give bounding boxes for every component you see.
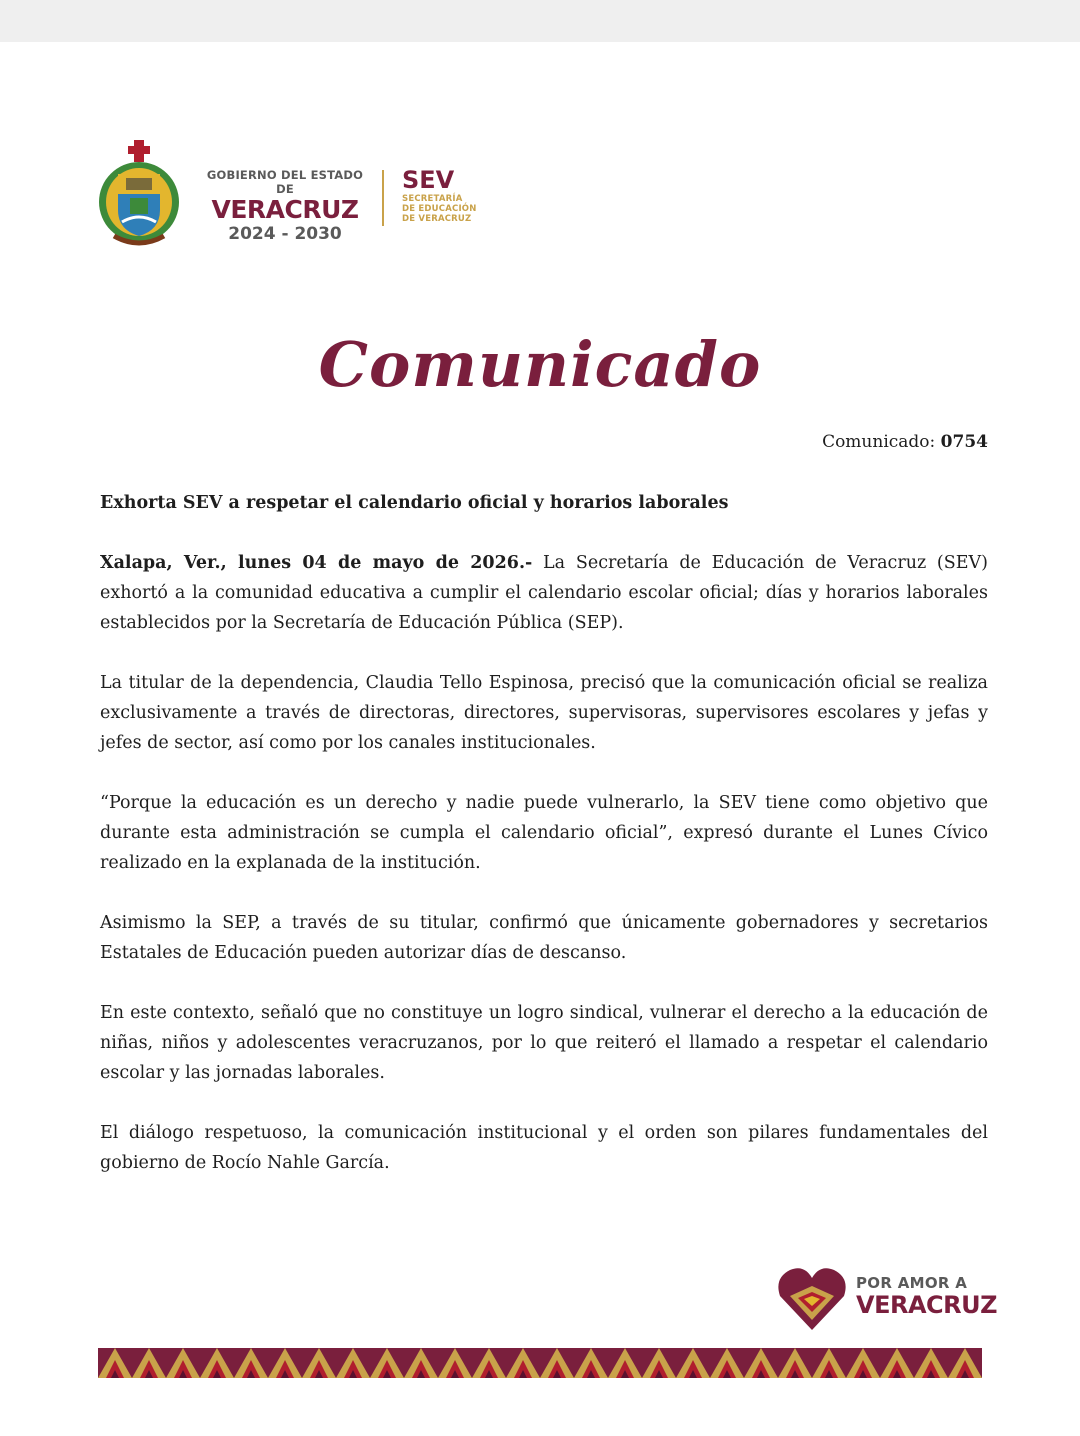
paragraph-1-text: La Secretaría de Educación de Veracruz (SEV) exhortó a la comunidad educativa a cumplir el calendario escolar oficial; días y horarios laborales establecidos por la Secretaría de Educación Pública (SEP). [100, 553, 988, 633]
state-government-logo [200, 168, 370, 244]
footer-por-amor: POR AMOR A [856, 1274, 968, 1292]
gov-state-name: VERACRUZ [211, 195, 359, 224]
dateline: Xalapa, Ver., lunes 04 de mayo de 2026.- [100, 553, 533, 573]
top-strip [0, 0, 1080, 42]
gov-small-text: GOBIERNO DEL ESTADO DE [206, 168, 364, 196]
heart-pattern-icon [776, 1262, 848, 1334]
paragraph-6: El diálogo respetuoso, la comunicación institucional y el orden son pilares fundamentales del gobierno de Rocío Nahle García. [100, 1123, 988, 1173]
letterhead [96, 138, 516, 250]
gov-years: 2024 - 2030 [228, 224, 342, 244]
paragraph-1 [100, 548, 988, 638]
logo-divider [382, 170, 384, 226]
paragraph-2: La titular de la dependencia, Claudia Tello Espinosa, precisó que la comunicación oficial se realiza exclusivamente a través de directoras, directores, supervisoras, supervisores escolares y jefas y jefes de sector, así como por los canales institucionales. [100, 673, 988, 753]
page-title: Comunicado [318, 328, 762, 401]
paragraph-3: “Porque la educación es un derecho y nadie puede vulnerarlo, la SEV tiene como objetivo que durante esta administración se cumpla el calendario oficial”, expresó durante el Lunes Cívico realizado en la explanada de la institución. [100, 793, 988, 873]
sev-logo [402, 166, 502, 224]
sev-line-3: DE VERACRUZ [402, 214, 472, 224]
headline: Exhorta SEV a respetar el calendario oficial y horarios laborales [100, 493, 729, 513]
por-amor-a-veracruz-logo [776, 1262, 996, 1336]
paragraph-5: En este contexto, señaló que no constituye un logro sindical, vulnerar el derecho a la educación de niñas, niños y adolescentes veracruzanos, por lo que reiteró el llamado a respetar el calendario escolar y las jornadas laborales. [100, 1003, 988, 1083]
footer-slogan [856, 1274, 997, 1318]
veracruz-coat-of-arms-icon [96, 138, 182, 246]
decorative-band [98, 1348, 982, 1378]
communique-number [822, 432, 988, 452]
sev-line-2: DE EDUCACIÓN [402, 204, 477, 214]
sev-line-1: SECRETARÍA [402, 194, 463, 204]
sev-acronym: SEV [402, 166, 455, 194]
document-body [100, 488, 988, 1208]
footer-veracruz: VERACRUZ [856, 1291, 998, 1319]
communique-number-value: 0754 [940, 432, 988, 452]
communique-number-label: Comunicado: [822, 432, 936, 452]
paragraph-4: Asimismo la SEP, a través de su titular, confirmó que únicamente gobernadores y secretarios Estatales de Educación pueden autorizar días de descanso. [100, 913, 988, 963]
